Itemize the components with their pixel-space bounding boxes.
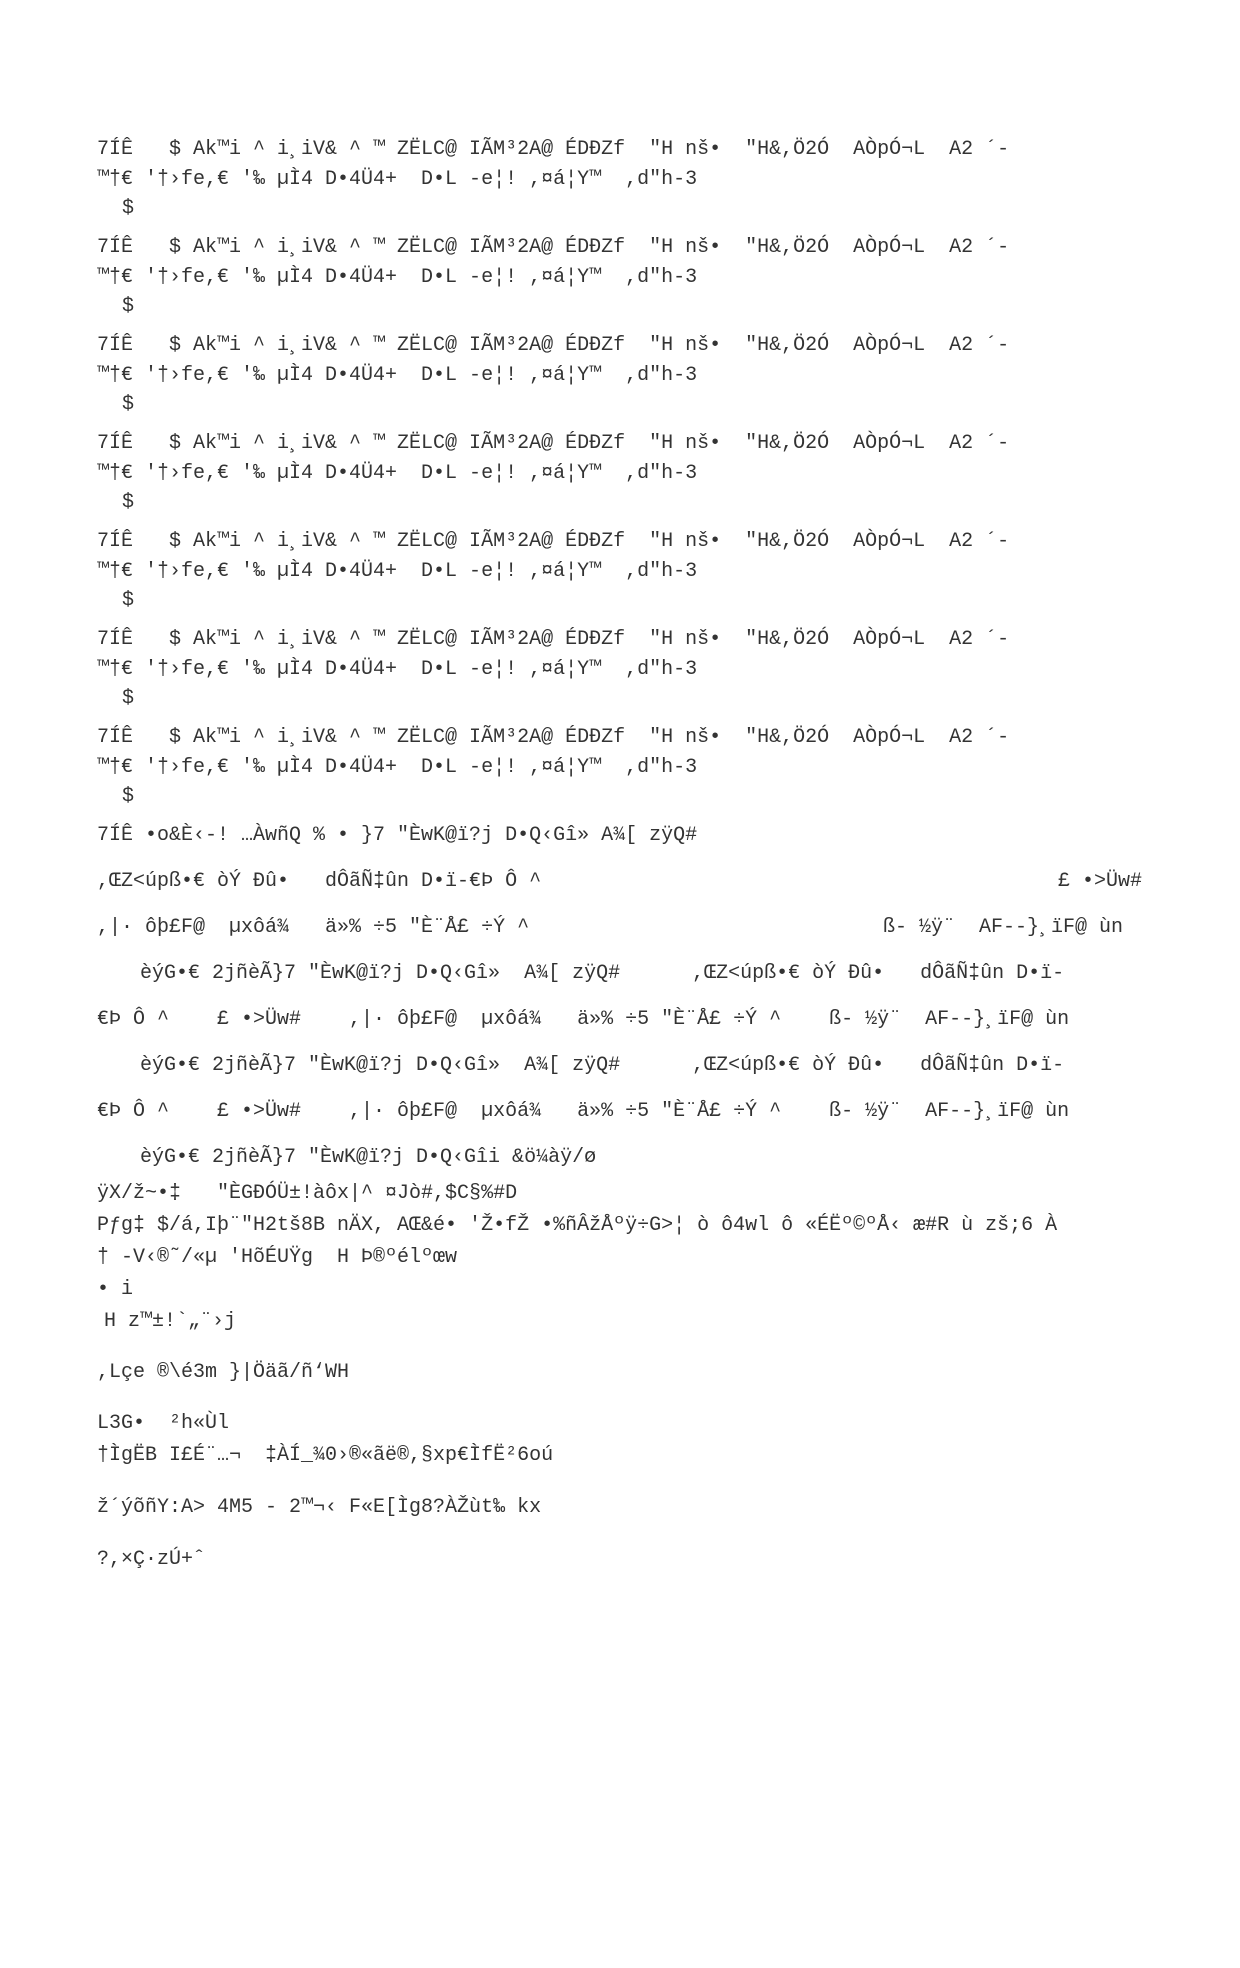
block-line-1: 7ÍÊ $ Ak™i ^ i¸iV& ^ ™ ZËLC@ IÃM³2A@ ÉDÐZf "H nš• "H&,Ö2Ó AÒpÓ¬L A2 ´- [97, 628, 1010, 651]
block-line-3: $ [122, 785, 135, 808]
block-line-2: ™†€ '†›fe,€ '‰ µÌ4 D•4Ü4+ D•L -e¦! ,¤á¦Y™ ,d"h-3 [97, 462, 698, 485]
block-line-1: 7ÍÊ $ Ak™i ^ i¸iV& ^ ™ ZËLC@ IÃM³2A@ ÉDÐZf "H nš• "H&,Ö2Ó AÒpÓ¬L A2 ´- [97, 726, 1010, 749]
block-line-3: $ [122, 393, 135, 416]
text-line: H z™±!`„¨›j [104, 1310, 237, 1333]
text-line: ,|· ôþ£F@ µxôá¾ ä»% ÷5 "È¨Å£ ÷Ý ^ [97, 916, 530, 939]
block-line-1: 7ÍÊ $ Ak™i ^ i¸iV& ^ ™ ZËLC@ IÃM³2A@ ÉDÐZf "H nš• "H&,Ö2Ó AÒpÓ¬L A2 ´- [97, 138, 1010, 161]
block-line-1: 7ÍÊ $ Ak™i ^ i¸iV& ^ ™ ZËLC@ IÃM³2A@ ÉDÐZf "H nš• "H&,Ö2Ó AÒpÓ¬L A2 ´- [97, 432, 1010, 455]
text-line: ?,×Ç·zÚ+ˆ [97, 1548, 206, 1571]
block-line-1: 7ÍÊ $ Ak™i ^ i¸iV& ^ ™ ZËLC@ IÃM³2A@ ÉDÐZf "H nš• "H&,Ö2Ó AÒpÓ¬L A2 ´- [97, 334, 1010, 357]
text-line: L3G• ²h«Ùl [97, 1412, 230, 1435]
block-line-2: ™†€ '†›fe,€ '‰ µÌ4 D•4Ü4+ D•L -e¦! ,¤á¦Y™ ,d"h-3 [97, 560, 698, 583]
text-line: èýG•€ 2jñèÃ}7 "ÈwK@ï?j D•Q‹Gîi &ö¼àÿ/ø [140, 1146, 597, 1169]
repeated-block [0, 96, 1240, 220]
text-line: † -V‹®˜/«µ 'HõÉUŸg H Þ®ºélºœw [97, 1246, 458, 1269]
text-line: • i [97, 1278, 134, 1301]
block-line-2: ™†€ '†›fe,€ '‰ µÌ4 D•4Ü4+ D•L -e¦! ,¤á¦Y™ ,d"h-3 [97, 364, 698, 387]
text-line: €Þ Ô ^ £ •>Üw# ,|· ôþ£F@ µxôá¾ ä»% ÷5 "È¨Å£ ÷Ý ^ ß- ½ÿ¨ AF--}¸ïF@ ùn [97, 1008, 1070, 1031]
text-line-right: £ •>Üw# [1058, 870, 1143, 893]
text-line: ,Lçe ®\é3m }|Öäã/ñ‘WH [97, 1361, 350, 1384]
block-line-2: ™†€ '†›fe,€ '‰ µÌ4 D•4Ü4+ D•L -e¦! ,¤á¦Y™ ,d"h-3 [97, 266, 698, 289]
block-line-3: $ [122, 197, 135, 220]
block-line-3: $ [122, 295, 135, 318]
text-line: èýG•€ 2jñèÃ}7 "ÈwK@ï?j D•Q‹Gî» A¾[ zÿQ# ,ŒZ<úpß•€ òÝ Ðû• dÔãÑ‡ûn D•ï- [140, 962, 1065, 985]
block-line-2: ™†€ '†›fe,€ '‰ µÌ4 D•4Ü4+ D•L -e¦! ,¤á¦Y™ ,d"h-3 [97, 168, 698, 191]
block-line-2: ™†€ '†›fe,€ '‰ µÌ4 D•4Ü4+ D•L -e¦! ,¤á¦Y™ ,d"h-3 [97, 658, 698, 681]
text-line: ÿX/ž~•‡ "ÈGÐÓÜ±!àôx|^ ¤Jò#,$C§%#D [97, 1182, 518, 1205]
text-line: èýG•€ 2jñèÃ}7 "ÈwK@ï?j D•Q‹Gî» A¾[ zÿQ# ,ŒZ<úpß•€ òÝ Ðû• dÔãÑ‡ûn D•ï- [140, 1054, 1065, 1077]
block-line-1: 7ÍÊ $ Ak™i ^ i¸iV& ^ ™ ZËLC@ IÃM³2A@ ÉDÐZf "H nš• "H&,Ö2Ó AÒpÓ¬L A2 ´- [97, 236, 1010, 259]
block-line-3: $ [122, 589, 135, 612]
text-line: €Þ Ô ^ £ •>Üw# ,|· ôþ£F@ µxôá¾ ä»% ÷5 "È¨Å£ ÷Ý ^ ß- ½ÿ¨ AF--}¸ïF@ ùn [97, 1100, 1070, 1123]
text-line: Pƒg‡ $/á,Iþ¨"H2tš8B nÄX, AŒ&é• 'Ž•fŽ •%ñÂžÅºÿ÷G>¦ ò ô4wl ô «ÉËº©ºÅ‹ æ#R ù zš;6 À [97, 1214, 1058, 1237]
block-line-1: 7ÍÊ $ Ak™i ^ i¸iV& ^ ™ ZËLC@ IÃM³2A@ ÉDÐZf "H nš• "H&,Ö2Ó AÒpÓ¬L A2 ´- [97, 530, 1010, 553]
text-line: †ÌgËB I£É¨…¬ ‡ÀÍ_¾0›®«ãë®,§xp€ÌfË²6oú [97, 1444, 554, 1467]
text-line: ž´ýõñY:A> 4M5 - 2™¬‹ F«E[Ìg8?ÀŽùt‰ kx [97, 1496, 542, 1519]
block-line-2: ™†€ '†›fe,€ '‰ µÌ4 D•4Ü4+ D•L -e¦! ,¤á¦Y™ ,d"h-3 [97, 756, 698, 779]
block-line-3: $ [122, 491, 135, 514]
text-line: 7ÍÊ •o&È‹-! …ÀwñQ % • }7 "ÈwK@ï?j D•Q‹Gî» A¾[ zÿQ# [97, 824, 698, 847]
block-line-3: $ [122, 687, 135, 710]
text-line: ,ŒZ<úpß•€ òÝ Ðû• dÔãÑ‡ûn D•ï-€Þ Ô ^ [97, 870, 542, 893]
text-line-right: ß- ½ÿ¨ AF--}¸ïF@ ùn [883, 916, 1124, 939]
